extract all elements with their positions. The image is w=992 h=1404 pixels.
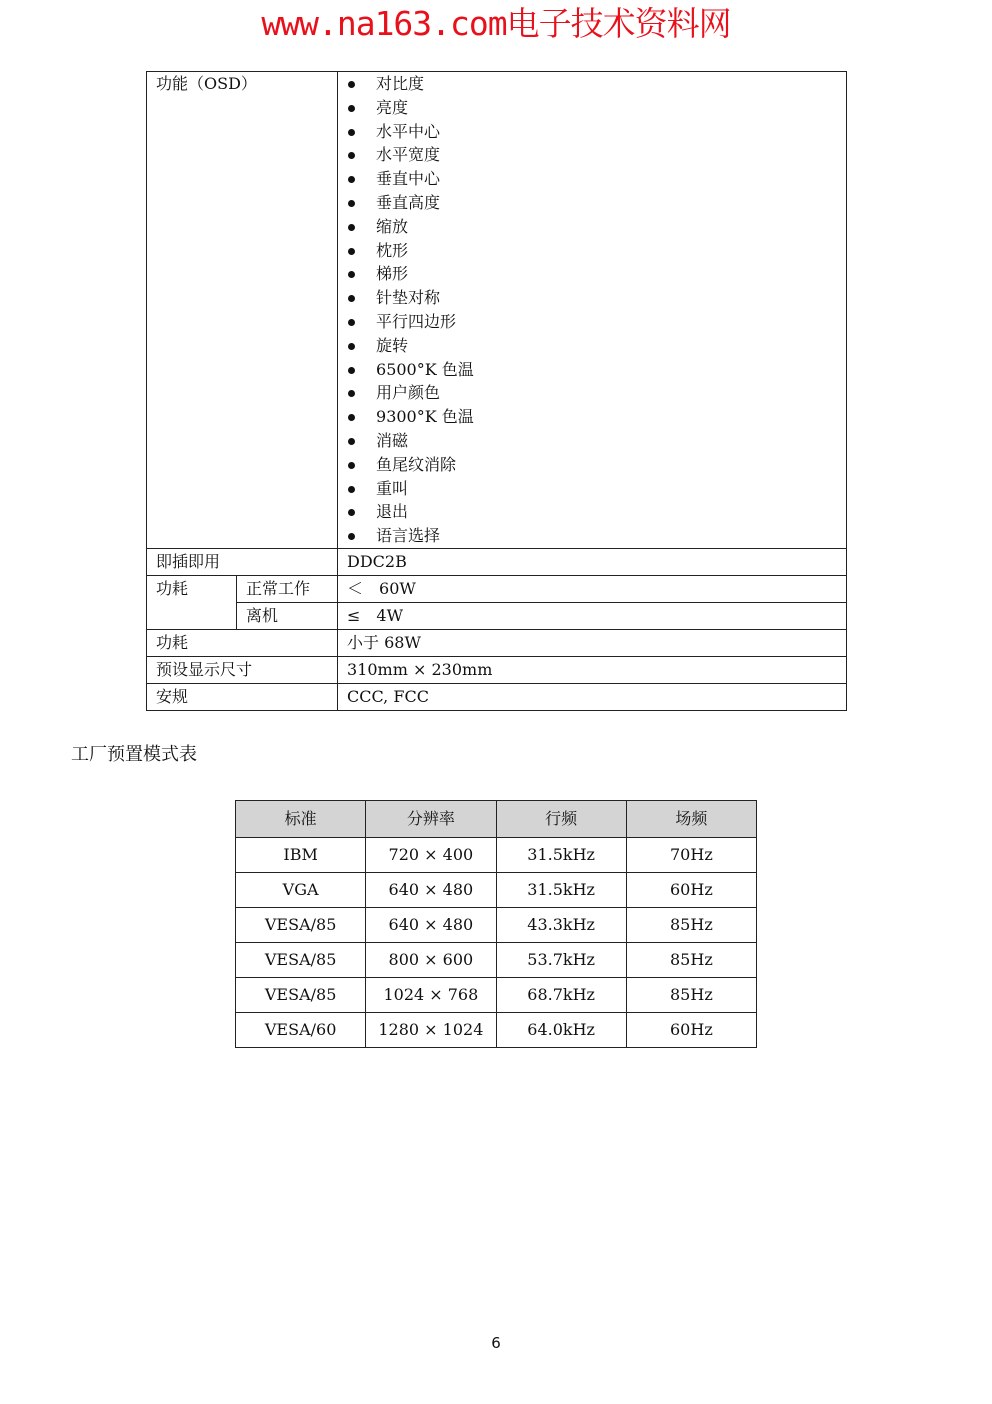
osd-item: 鱼尾纹消除	[346, 453, 846, 477]
mode-vfreq: 85Hz	[626, 978, 756, 1013]
mode-vfreq: 70Hz	[626, 838, 756, 873]
regulatory-value: CCC, FCC	[338, 683, 847, 710]
osd-item: 垂直高度	[346, 191, 846, 215]
osd-item: 语言选择	[346, 524, 846, 548]
preset-modes-table	[235, 800, 757, 1048]
spec-row-display-size	[147, 656, 847, 683]
spec-row-power-normal	[147, 575, 847, 602]
power2-value: 小于 68W	[338, 629, 847, 656]
osd-item: 针垫对称	[346, 286, 846, 310]
spec-row-osd	[147, 72, 847, 549]
mode-resolution: 800 × 600	[366, 943, 496, 978]
spec-table	[146, 71, 847, 711]
mode-standard: VESA/85	[236, 978, 366, 1013]
mode-vfreq: 85Hz	[626, 908, 756, 943]
modes-body	[236, 838, 757, 1048]
osd-item: 6500°K 色温	[346, 358, 846, 382]
display-size-value: 310mm × 230mm	[338, 656, 847, 683]
mode-resolution: 640 × 480	[366, 908, 496, 943]
mode-standard: VESA/60	[236, 1013, 366, 1048]
mode-standard: VESA/85	[236, 908, 366, 943]
regulatory-label: 安规	[147, 683, 338, 710]
power-normal-value: ＜ 60W	[338, 575, 847, 602]
table-row	[236, 978, 757, 1013]
spec-row-plug-play	[147, 548, 847, 575]
modes-header-standard: 标准	[236, 801, 366, 838]
mode-vfreq: 60Hz	[626, 873, 756, 908]
table-row	[236, 1013, 757, 1048]
plug-play-value: DDC2B	[338, 548, 847, 575]
mode-vfreq: 60Hz	[626, 1013, 756, 1048]
mode-hfreq: 43.3kHz	[496, 908, 626, 943]
osd-list-cell	[338, 72, 847, 549]
mode-hfreq: 53.7kHz	[496, 943, 626, 978]
site-header-watermark: www.na163.com电子技术资料网	[261, 4, 731, 43]
mode-hfreq: 31.5kHz	[496, 873, 626, 908]
osd-item: 梯形	[346, 262, 846, 286]
display-size-label: 预设显示尺寸	[147, 656, 338, 683]
mode-standard: VGA	[236, 873, 366, 908]
modes-header-vfreq: 场频	[626, 801, 756, 838]
mode-hfreq: 64.0kHz	[496, 1013, 626, 1048]
osd-item: 对比度	[346, 72, 846, 96]
osd-item: 亮度	[346, 96, 846, 120]
osd-label: 功能（OSD）	[147, 72, 338, 549]
mode-vfreq: 85Hz	[626, 943, 756, 978]
plug-play-label: 即插即用	[147, 548, 338, 575]
osd-item: 9300°K 色温	[346, 405, 846, 429]
mode-resolution: 720 × 400	[366, 838, 496, 873]
mode-standard: VESA/85	[236, 943, 366, 978]
power-off-value: ≤ 4W	[338, 602, 847, 629]
mode-resolution: 640 × 480	[366, 873, 496, 908]
mode-resolution: 1024 × 768	[366, 978, 496, 1013]
table-row	[236, 943, 757, 978]
power-off-label: 离机	[237, 602, 338, 629]
mode-resolution: 1280 × 1024	[366, 1013, 496, 1048]
section-title: 工厂预置模式表	[71, 744, 197, 765]
osd-item: 垂直中心	[346, 167, 846, 191]
mode-hfreq: 31.5kHz	[496, 838, 626, 873]
osd-item: 重叫	[346, 477, 846, 501]
modes-header-resolution: 分辨率	[366, 801, 496, 838]
osd-item: 水平宽度	[346, 143, 846, 167]
osd-item: 枕形	[346, 239, 846, 263]
table-row	[236, 838, 757, 873]
power2-label: 功耗	[147, 629, 338, 656]
table-row	[236, 908, 757, 943]
modes-header-hfreq: 行频	[496, 801, 626, 838]
osd-item: 消磁	[346, 429, 846, 453]
osd-item: 平行四边形	[346, 310, 846, 334]
modes-header-row	[236, 801, 757, 838]
page-number: 6	[491, 1334, 501, 1352]
osd-item: 用户颜色	[346, 381, 846, 405]
mode-hfreq: 68.7kHz	[496, 978, 626, 1013]
mode-standard: IBM	[236, 838, 366, 873]
osd-item: 旋转	[346, 334, 846, 358]
table-row	[236, 873, 757, 908]
osd-item: 水平中心	[346, 120, 846, 144]
osd-item: 缩放	[346, 215, 846, 239]
osd-item: 退出	[346, 500, 846, 524]
spec-row-power2	[147, 629, 847, 656]
spec-row-power-off	[147, 602, 847, 629]
power-label: 功耗	[147, 575, 237, 629]
spec-row-regulatory	[147, 683, 847, 710]
power-normal-label: 正常工作	[237, 575, 338, 602]
osd-feature-list	[346, 72, 846, 548]
